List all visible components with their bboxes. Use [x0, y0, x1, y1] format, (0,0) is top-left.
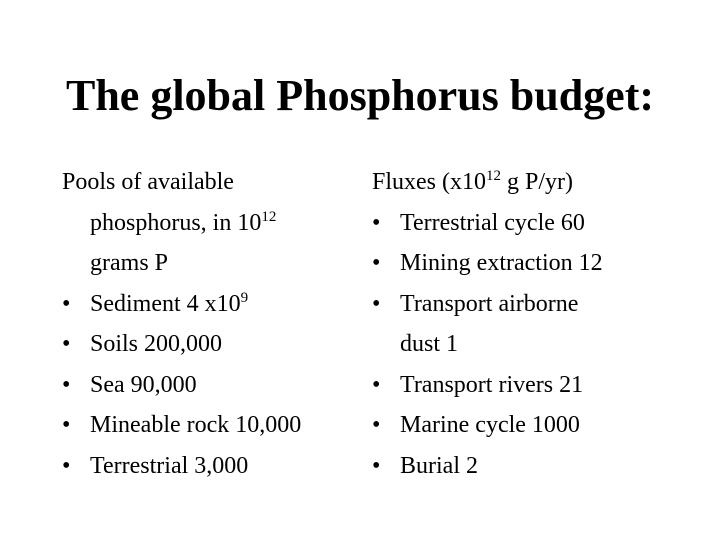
flux-item-text: Burial 2	[400, 452, 478, 479]
pools-heading-line-2	[62, 203, 352, 244]
flux-item-transport-rivers	[372, 365, 702, 406]
pool-item-text: Soils 200,000	[90, 331, 223, 357]
flux-item-text: Transport airborne	[400, 290, 579, 317]
pool-item-terrestrial	[62, 446, 352, 487]
bullet-icon: •	[62, 452, 71, 479]
pool-item-sediment	[62, 284, 352, 325]
bullet-icon: •	[62, 412, 71, 438]
bullet-icon: •	[62, 371, 71, 398]
bullet-icon: •	[372, 290, 381, 317]
bullet-icon: •	[372, 250, 381, 276]
pools-heading-exponent: 12	[261, 208, 277, 225]
pool-item-sea	[62, 365, 352, 406]
bullet-icon: •	[62, 331, 71, 357]
bullet-icon: •	[62, 290, 71, 317]
pools-heading-line-3: grams P	[90, 250, 168, 276]
pool-item-exponent: 9	[240, 289, 249, 306]
pool-item-text: Terrestrial 3,000	[90, 452, 249, 479]
bullet-icon: •	[372, 209, 381, 236]
fluxes-column	[372, 162, 702, 486]
pools-list	[62, 284, 352, 487]
fluxes-heading-post: g P/yr)	[501, 169, 573, 195]
bullet-icon: •	[372, 412, 381, 438]
pools-heading-line-1: Pools of available	[62, 169, 234, 195]
flux-item-marine-cycle	[372, 405, 702, 446]
flux-item-burial	[372, 446, 702, 487]
fluxes-heading-pre: Fluxes (x10	[372, 169, 486, 195]
fluxes-heading-exponent: 12	[486, 168, 501, 184]
flux-item-text-continued: dust 1	[400, 331, 459, 357]
pool-item-text	[90, 284, 352, 325]
pool-item-soils	[62, 324, 352, 365]
pools-heading-unit-text: phosphorus, in 10	[90, 209, 262, 236]
flux-item-text: Mining extraction 12	[400, 250, 603, 276]
bullet-icon: •	[372, 452, 381, 479]
flux-item-text: Marine cycle 1000	[400, 412, 580, 438]
flux-item-terrestrial-cycle	[372, 203, 702, 244]
slide-title: The global Phosphorus budget:	[65, 71, 655, 120]
pools-column	[62, 162, 352, 486]
flux-item-text: Terrestrial cycle 60	[400, 209, 585, 236]
pool-item-text: Mineable rock 10,000	[90, 412, 302, 438]
bullet-icon: •	[372, 371, 381, 398]
fluxes-list	[372, 203, 702, 487]
flux-item-text: Transport rivers 21	[400, 371, 584, 398]
flux-item-mining-extraction	[372, 243, 702, 284]
flux-item-transport-airborne	[372, 284, 702, 365]
pool-item-label: Sediment 4 x10	[90, 290, 241, 317]
pool-item-mineable-rock	[62, 405, 352, 446]
pool-item-text: Sea 90,000	[90, 371, 197, 398]
fluxes-heading	[372, 162, 702, 203]
